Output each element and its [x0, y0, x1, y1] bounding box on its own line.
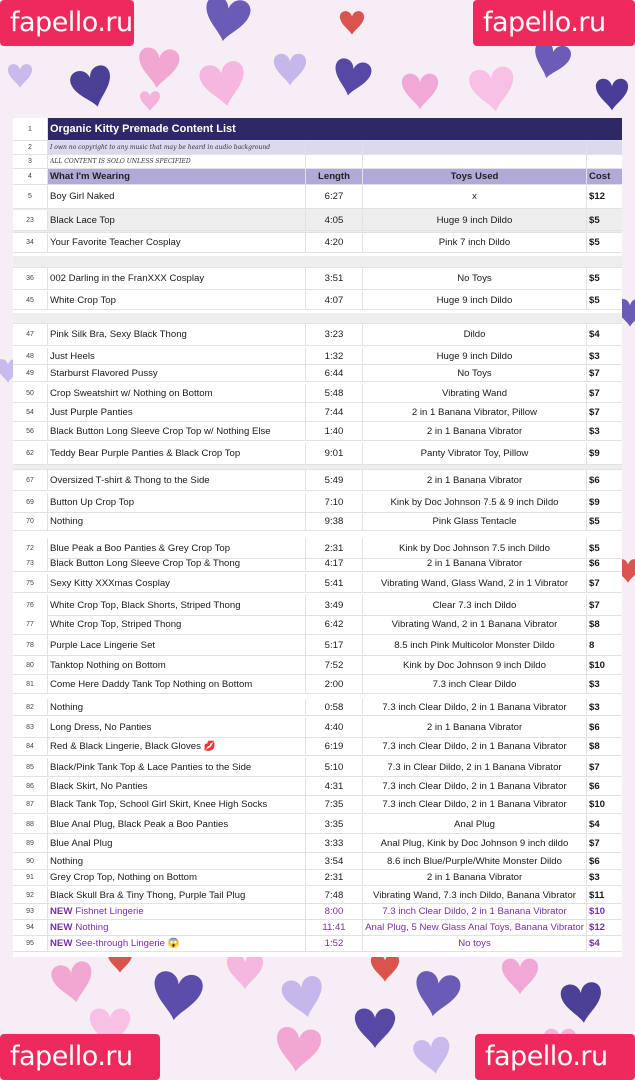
cost-cell: $6	[589, 557, 600, 569]
length-cell: 4:07	[306, 291, 363, 309]
toys-cell: Pink 7 inch Dildo	[363, 233, 587, 252]
item-cell: Come Here Daddy Tank Top Nothing on Bottom	[48, 675, 306, 693]
row-number: 3	[13, 155, 48, 168]
item-cell: Red & Black Lingerie, Black Gloves 💋	[48, 738, 306, 755]
cost-cell: $8	[589, 741, 600, 752]
table-row	[13, 904, 622, 920]
item-cell: White Crop Top, Black Shorts, Striped Thong	[48, 595, 306, 615]
row-number: 5	[13, 185, 48, 208]
toys-cell: x	[363, 185, 587, 208]
toys-cell: Huge 9 inch Dildo	[363, 210, 587, 230]
length-cell: 3:49	[306, 595, 363, 615]
row-number: 95	[13, 936, 48, 951]
table-row	[13, 920, 622, 936]
cost-cell: $11	[589, 889, 605, 901]
item-cell: Black/Pink Tank Top & Lace Panties to the Side	[48, 758, 306, 776]
table-row	[13, 384, 622, 403]
table-row	[13, 936, 622, 952]
table-row	[13, 595, 622, 616]
toys-cell: Huge 9 inch Dildo	[363, 291, 587, 309]
header-toys: Toys Used	[363, 169, 587, 184]
table-row	[13, 268, 622, 290]
row-number: 2	[13, 141, 48, 154]
title-row	[13, 118, 622, 141]
row-number: 78	[13, 635, 48, 655]
toys-cell: Vibrating Wand, Glass Wand, 2 in 1 Vibrator	[363, 574, 587, 592]
watermark-bottom-right: fapello.ru	[475, 1034, 635, 1080]
cost-cell: $7	[589, 406, 600, 418]
toys-cell: 7.3 inch Clear Dildo, 2 in 1 Banana Vibrator	[363, 796, 587, 813]
length-cell: 3:23	[306, 324, 363, 345]
item-cell: Grey Crop Top, Nothing on Bottom	[48, 870, 306, 885]
cost-cell: $5	[589, 516, 600, 527]
row-number: 36	[13, 268, 48, 289]
length-cell: 3:51	[306, 268, 363, 289]
item-cell: White Crop Top	[48, 291, 306, 309]
toys-cell: No Toys	[363, 365, 587, 381]
table-row	[13, 615, 622, 635]
row-number: 77	[13, 615, 48, 634]
length-cell: 7:10	[306, 493, 363, 512]
table-row	[13, 513, 622, 531]
watermark-top-right: fapello.ru	[473, 0, 635, 46]
table-row	[13, 493, 622, 513]
header-length: Length	[306, 169, 363, 184]
column-header-row	[13, 169, 622, 185]
toys-cell: Dildo	[363, 324, 587, 345]
length-cell: 5:17	[306, 635, 363, 655]
row-number: 86	[13, 778, 48, 795]
item-cell: Blue Anal Plug	[48, 834, 306, 852]
empty-cell	[363, 155, 587, 168]
length-cell: 1:52	[306, 936, 363, 951]
row-number: 92	[13, 887, 48, 903]
row-number: 72	[13, 538, 48, 558]
row-number: 80	[13, 656, 48, 674]
table-row	[13, 853, 622, 870]
watermark-bottom-left: fapello.ru	[0, 1034, 160, 1080]
item-cell	[48, 936, 306, 951]
toys-cell: 2 in 1 Banana Vibrator	[363, 870, 587, 885]
table-row	[13, 291, 622, 310]
item-cell: Pink Silk Bra, Sexy Black Thong	[48, 324, 306, 345]
cost-cell: $7	[589, 387, 600, 399]
item-cell: Purple Lace Lingerie Set	[48, 635, 306, 655]
table-row	[13, 815, 622, 834]
table-row	[13, 718, 622, 738]
empty-cell	[587, 155, 622, 168]
item-cell: Nothing	[48, 699, 306, 715]
item-cell: Black Skull Bra & Tiny Thong, Purple Tail Plug	[48, 887, 306, 903]
cost-cell: $9	[589, 448, 600, 459]
row-number: 89	[13, 834, 48, 852]
cost-cell: $6	[589, 855, 600, 867]
row-number: 45	[13, 291, 48, 309]
header-wearing: What I'm Wearing	[48, 169, 306, 184]
toys-cell: 7.3 inch Clear Dildo, 2 in 1 Banana Vibrator	[363, 738, 587, 755]
item-cell: Starburst Flavored Pussy	[48, 365, 306, 381]
toys-cell: 7.3 inch Clear Dildo, 2 in 1 Banana Vibrator	[363, 778, 587, 795]
cost-cell: $4	[589, 818, 600, 830]
toys-cell: 7.3 in Clear Dildo, 2 in 1 Banana Vibrator	[363, 758, 587, 776]
cost-cell: $6	[589, 722, 600, 733]
table-row	[13, 403, 622, 422]
length-cell: 3:35	[306, 815, 363, 833]
length-cell: 5:41	[306, 574, 363, 592]
row-number: 73	[13, 555, 48, 571]
row-number: 50	[13, 384, 48, 402]
row-number: 67	[13, 470, 48, 490]
cost-cell: $5	[589, 214, 600, 226]
toys-cell: 8.6 inch Blue/Purple/White Monster Dildo	[363, 853, 587, 869]
cost-cell: $3	[589, 678, 600, 690]
length-cell: 4:31	[306, 778, 363, 795]
item-cell: Just Heels	[48, 348, 306, 364]
table-row	[13, 233, 622, 253]
cost-cell: $10	[589, 659, 606, 671]
row-number: 84	[13, 738, 48, 755]
table-row	[13, 555, 622, 572]
header-cost: Cost	[587, 169, 622, 184]
table-row	[13, 422, 622, 441]
table-row	[13, 699, 622, 716]
row-number: 23	[13, 210, 48, 230]
item-cell: Button Up Crop Top	[48, 493, 306, 512]
cost-cell: $6	[589, 474, 600, 486]
table-row	[13, 778, 622, 796]
item-cell: Crop Sweatshirt w/ Nothing on Bottom	[48, 384, 306, 402]
cost-cell: $5	[589, 294, 600, 306]
table-row	[13, 470, 622, 491]
row-number: 82	[13, 699, 48, 715]
toys-cell: Pink Glass Tentacle	[363, 513, 587, 530]
length-cell: 11:41	[306, 920, 363, 935]
length-cell: 4:05	[306, 210, 363, 230]
row-number: 70	[13, 513, 48, 530]
row-number: 90	[13, 853, 48, 869]
item-cell: Teddy Bear Purple Panties & Black Crop Top	[48, 443, 306, 464]
cost-cell: $4	[589, 938, 600, 949]
item-cell: Nothing	[48, 853, 306, 869]
row-number: 91	[13, 870, 48, 885]
length-cell: 8:00	[306, 904, 363, 919]
toys-cell: No Toys	[363, 268, 587, 289]
item-cell: Black Button Long Sleeve Crop Top w/ Nothing Else	[48, 422, 306, 440]
cost-cell: $7	[589, 837, 600, 849]
row-number: 62	[13, 443, 48, 464]
toys-cell: Anal Plug	[363, 815, 587, 833]
item-cell: Just Purple Panties	[48, 403, 306, 421]
length-cell: 6:42	[306, 615, 363, 634]
item-cell: Black Lace Top	[48, 210, 306, 230]
cost-cell: $8	[589, 619, 600, 630]
row-number: 87	[13, 796, 48, 813]
empty-cell	[306, 141, 363, 154]
table-row	[13, 870, 622, 886]
table-row	[13, 185, 622, 209]
toys-cell: 7.3 inch Clear Dildo, 2 in 1 Banana Vibrator	[363, 904, 587, 919]
toys-cell: Kink by Doc Johnson 7.5 & 9 inch Dildo	[363, 493, 587, 512]
item-cell: Boy Girl Naked	[48, 185, 306, 208]
table-row	[13, 365, 622, 382]
item-cell: Oversized T-shirt & Thong to the Side	[48, 470, 306, 490]
item-cell: Blue Peak a Boo Panties & Grey Crop Top	[48, 538, 306, 558]
table-row	[13, 887, 622, 904]
cost-cell: $3	[589, 350, 600, 362]
length-cell: 3:54	[306, 853, 363, 869]
cost-cell: $7	[589, 367, 600, 379]
row-number: 69	[13, 493, 48, 512]
row-number: 94	[13, 920, 48, 935]
cost-cell: $6	[589, 781, 600, 792]
row-number: 1	[13, 118, 48, 140]
empty-cell	[306, 155, 363, 168]
table-row	[13, 675, 622, 694]
item-cell	[48, 920, 306, 935]
solo-note-row	[13, 155, 622, 169]
length-cell: 2:31	[306, 538, 363, 558]
item-cell	[48, 904, 306, 919]
toys-cell: Panty Vibrator Toy, Pillow	[363, 443, 587, 464]
length-cell: 4:20	[306, 233, 363, 252]
row-number: 4	[13, 169, 48, 184]
sheet-title: Organic Kitty Premade Content List	[48, 118, 622, 140]
table-row	[13, 348, 622, 365]
length-cell: 5:49	[306, 470, 363, 490]
toys-cell: 8.5 inch Pink Multicolor Monster Dildo	[363, 635, 587, 655]
row-number: 83	[13, 718, 48, 737]
hidden-rows-gap	[13, 313, 622, 324]
length-cell: 6:44	[306, 365, 363, 381]
cost-cell: $10	[589, 906, 606, 917]
row-number: 34	[13, 233, 48, 252]
new-badge: NEW	[50, 906, 73, 917]
length-cell: 2:00	[306, 675, 363, 693]
toys-cell: 7.3 inch Clear Dildo, 2 in 1 Banana Vibrator	[363, 699, 587, 715]
table-row	[13, 738, 622, 756]
cost-cell: $5	[589, 273, 600, 284]
row-number: 76	[13, 595, 48, 615]
length-cell: 6:27	[306, 185, 363, 208]
toys-cell: Vibrating Wand, 7.3 inch Dildo, Banana Vibrator	[363, 887, 587, 903]
new-badge: NEW	[50, 922, 73, 933]
cost-cell: $3	[589, 425, 600, 437]
table-row	[13, 210, 622, 231]
cost-cell: $9	[589, 497, 600, 508]
copyright-note: I own no copyright to any music that may be heard in audio background	[48, 141, 306, 154]
table-row	[13, 796, 622, 814]
toys-cell: 2 in 1 Banana Vibrator	[363, 718, 587, 737]
length-cell: 1:40	[306, 422, 363, 440]
toys-cell: Clear 7.3 inch Dildo	[363, 595, 587, 615]
empty-cell	[363, 141, 587, 154]
toys-cell: No toys	[363, 936, 587, 951]
table-row	[13, 324, 622, 346]
length-cell: 0:58	[306, 699, 363, 715]
copyright-note-row	[13, 141, 622, 155]
item-cell: Blue Anal Plug, Black Peak a Boo Panties	[48, 815, 306, 833]
toys-cell: 2 in 1 Banana Vibrator	[363, 470, 587, 490]
length-cell: 7:52	[306, 656, 363, 674]
cost-cell: $5	[589, 237, 600, 248]
row-number: 88	[13, 815, 48, 833]
cost-cell: $7	[589, 599, 600, 611]
toys-cell: Anal Plug, 5 New Glass Anal Toys, Banana Vibrator	[363, 920, 587, 935]
item-cell: Nothing	[48, 513, 306, 530]
row-number: 81	[13, 675, 48, 693]
length-cell: 4:17	[306, 555, 363, 571]
new-badge: NEW	[50, 938, 73, 949]
toys-cell: 2 in 1 Banana Vibrator, Pillow	[363, 403, 587, 421]
toys-cell: Kink by Doc Johnson 7.5 inch Dildo	[363, 538, 587, 558]
toys-cell: Huge 9 inch Dildo	[363, 348, 587, 364]
toys-cell: 7.3 inch Clear Dildo	[363, 675, 587, 693]
toys-cell: Vibrating Wand	[363, 384, 587, 402]
cost-cell: $7	[589, 577, 600, 589]
length-cell: 9:38	[306, 513, 363, 530]
length-cell: 5:10	[306, 758, 363, 776]
table-row	[13, 834, 622, 853]
row-number: 85	[13, 758, 48, 776]
content-spreadsheet	[13, 118, 622, 957]
item-cell: 002 Darling in the FranXXX Cosplay	[48, 268, 306, 289]
toys-cell: 2 in 1 Banana Vibrator	[363, 555, 587, 571]
cost-cell: $3	[589, 701, 600, 713]
row-number: 49	[13, 365, 48, 381]
toys-cell: Kink by Doc Johnson 9 inch Dildo	[363, 656, 587, 674]
solo-note: ALL CONTENT IS SOLO UNLESS SPECIFIED	[48, 155, 306, 168]
row-number: 93	[13, 904, 48, 919]
item-text: See-through Lingerie 😱	[75, 938, 180, 949]
length-cell: 7:35	[306, 796, 363, 813]
item-cell: Black Tank Top, School Girl Skirt, Knee High Socks	[48, 796, 306, 813]
length-cell: 2:31	[306, 870, 363, 885]
row-number: 48	[13, 348, 48, 364]
length-cell: 3:33	[306, 834, 363, 852]
row-number: 56	[13, 422, 48, 440]
length-cell: 4:40	[306, 718, 363, 737]
table-row	[13, 758, 622, 777]
length-cell: 1:32	[306, 348, 363, 364]
item-cell: Long Dress, No Panties	[48, 718, 306, 737]
cost-cell: $4	[589, 329, 600, 340]
length-cell: 6:19	[306, 738, 363, 755]
item-text: Fishnet Lingerie	[75, 906, 144, 917]
cost-cell: 8	[589, 639, 595, 651]
toys-cell: Anal Plug, Kink by Doc Johnson 9 inch dildo	[363, 834, 587, 852]
toys-cell: Vibrating Wand, 2 in 1 Banana Vibrator	[363, 615, 587, 634]
cost-cell: $5	[589, 542, 600, 554]
length-cell: 7:48	[306, 887, 363, 903]
cost-cell: $12	[589, 191, 606, 202]
toys-cell: 2 in 1 Banana Vibrator	[363, 422, 587, 440]
item-cell: White Crop Top, Striped Thong	[48, 615, 306, 634]
row-number: 75	[13, 574, 48, 592]
empty-cell	[587, 141, 622, 154]
item-cell: Tanktop Nothing on Bottom	[48, 656, 306, 674]
table-row	[13, 656, 622, 675]
length-cell: 9:01	[306, 443, 363, 464]
watermark-top-left: fapello.ru	[0, 0, 134, 46]
item-cell: Your Favorite Teacher Cosplay	[48, 233, 306, 252]
row-number: 47	[13, 324, 48, 345]
item-text: Nothing	[75, 922, 109, 933]
hidden-rows-gap	[13, 256, 622, 268]
item-cell: Black Skirt, No Panties	[48, 778, 306, 795]
cost-cell: $3	[589, 872, 600, 883]
item-cell: Black Button Long Sleeve Crop Top & Thong	[48, 555, 306, 571]
cost-cell: $7	[589, 761, 600, 773]
cost-cell: $12	[589, 922, 606, 933]
length-cell: 7:44	[306, 403, 363, 421]
table-row	[13, 574, 622, 593]
length-cell: 5:48	[306, 384, 363, 402]
cost-cell: $10	[589, 799, 606, 810]
table-row	[13, 635, 622, 656]
table-row	[13, 443, 622, 465]
item-cell: Sexy Kitty XXXmas Cosplay	[48, 574, 306, 592]
row-number: 54	[13, 403, 48, 421]
